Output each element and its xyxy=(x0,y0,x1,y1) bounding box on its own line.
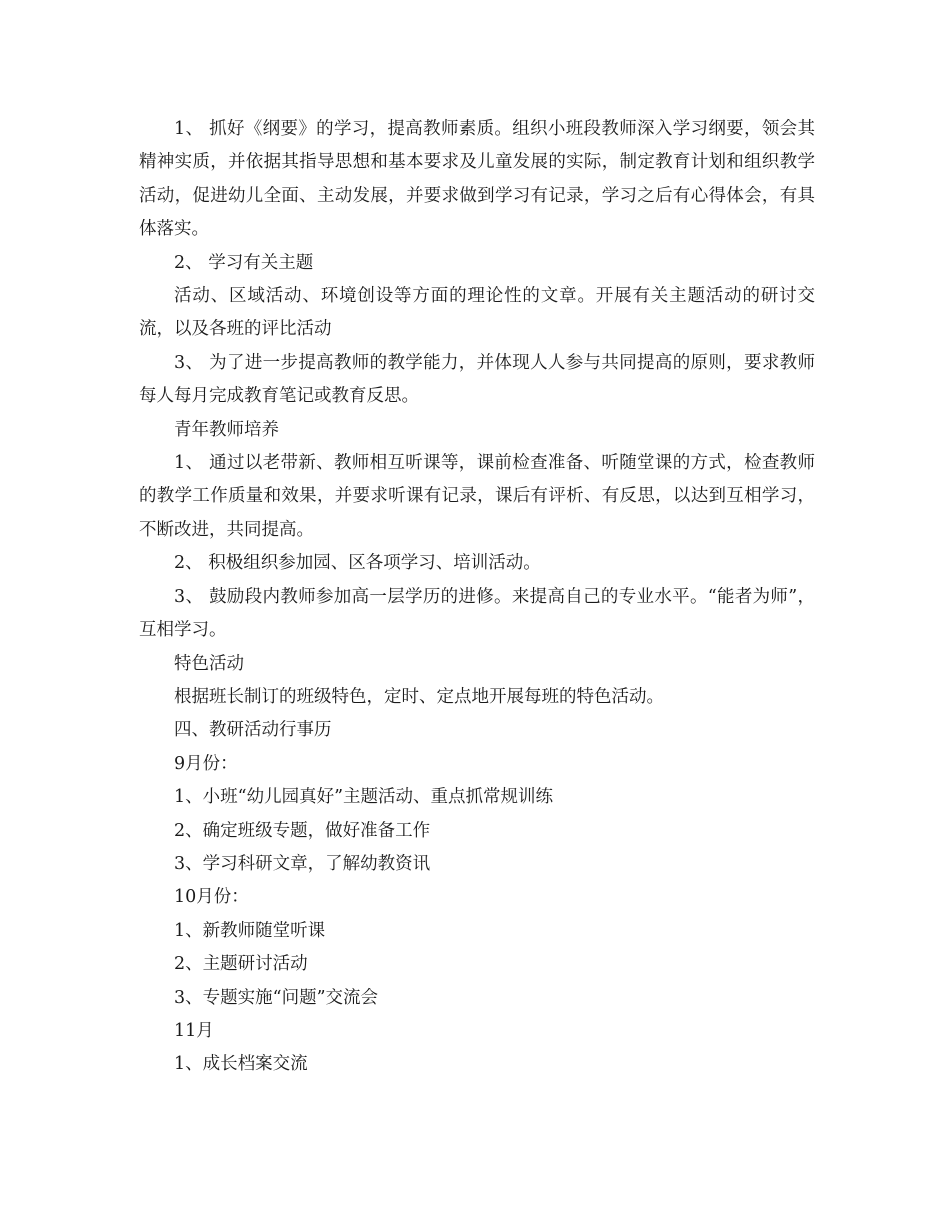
list-item: 3、学习科研文章，了解幼教资讯 xyxy=(174,853,431,874)
section-heading-calendar: 四、教研活动行事历 xyxy=(174,720,332,741)
list-item: 1、小班“幼儿园真好”主题活动、重点抓常规训练 xyxy=(174,787,554,808)
paragraph-training: 2、 积极组织参加园、区各项学习、培训活动。 xyxy=(174,553,541,574)
paragraph-mentoring: 1、 通过以老带新、教师相互听课等，课前检查准备、听随堂课的方式，检查教师的教学工作质量和效果，并要求听课有记录，课后有评析、有反思，以达到互相学习，不断改进，共同提高。 xyxy=(139,453,815,540)
paragraph-teaching-notes: 3、 为了进一步提高教师的教学能力，并体现人人参与共同提高的原则，要求教师每人每月完成教育笔记或教育反思。 xyxy=(139,352,815,407)
paragraph-further-education: 3、 鼓励段内教师参加高一层学历的进修。来提高自己的专业水平。“能者为师”，互相学习。 xyxy=(139,586,815,641)
section-heading-featured-activities: 特色活动 xyxy=(174,653,244,674)
month-heading-september: 9月份： xyxy=(174,753,238,774)
list-item: 2、确定班级专题，做好准备工作 xyxy=(174,820,431,841)
month-heading-october: 10月份： xyxy=(174,887,249,908)
list-item: 1、新教师随堂听课 xyxy=(174,920,326,941)
list-item: 3、专题实施“问题”交流会 xyxy=(174,987,379,1008)
paragraph-theme-articles: 活动、区域活动、环境创设等方面的理论性的文章。开展有关主题活动的研讨交流，以及各班的评比活动 xyxy=(139,286,815,340)
month-heading-november: 11月 xyxy=(174,1020,214,1041)
paragraph-study-themes: 2、 学习有关主题 xyxy=(174,252,314,273)
list-item: 2、主题研讨活动 xyxy=(174,954,308,975)
paragraph-study-outline: 1、 抓好《纲要》的学习，提高教师素质。组织小班段教师深入学习纲要，领会其精神实质，并依据其指导思想和基本要求及儿童发展的实际，制定教育计划和组织教学活动，促进幼儿全面、主动发展，并要求做到学习有记录，学习之后有心得体会，有具体落实。 xyxy=(139,119,815,240)
section-heading-young-teachers: 青年教师培养 xyxy=(174,419,279,440)
paragraph-class-features: 根据班长制订的班级特色，定时、定点地开展每班的特色活动。 xyxy=(174,686,664,707)
list-item: 1、成长档案交流 xyxy=(174,1054,308,1075)
document-body xyxy=(139,113,815,1082)
